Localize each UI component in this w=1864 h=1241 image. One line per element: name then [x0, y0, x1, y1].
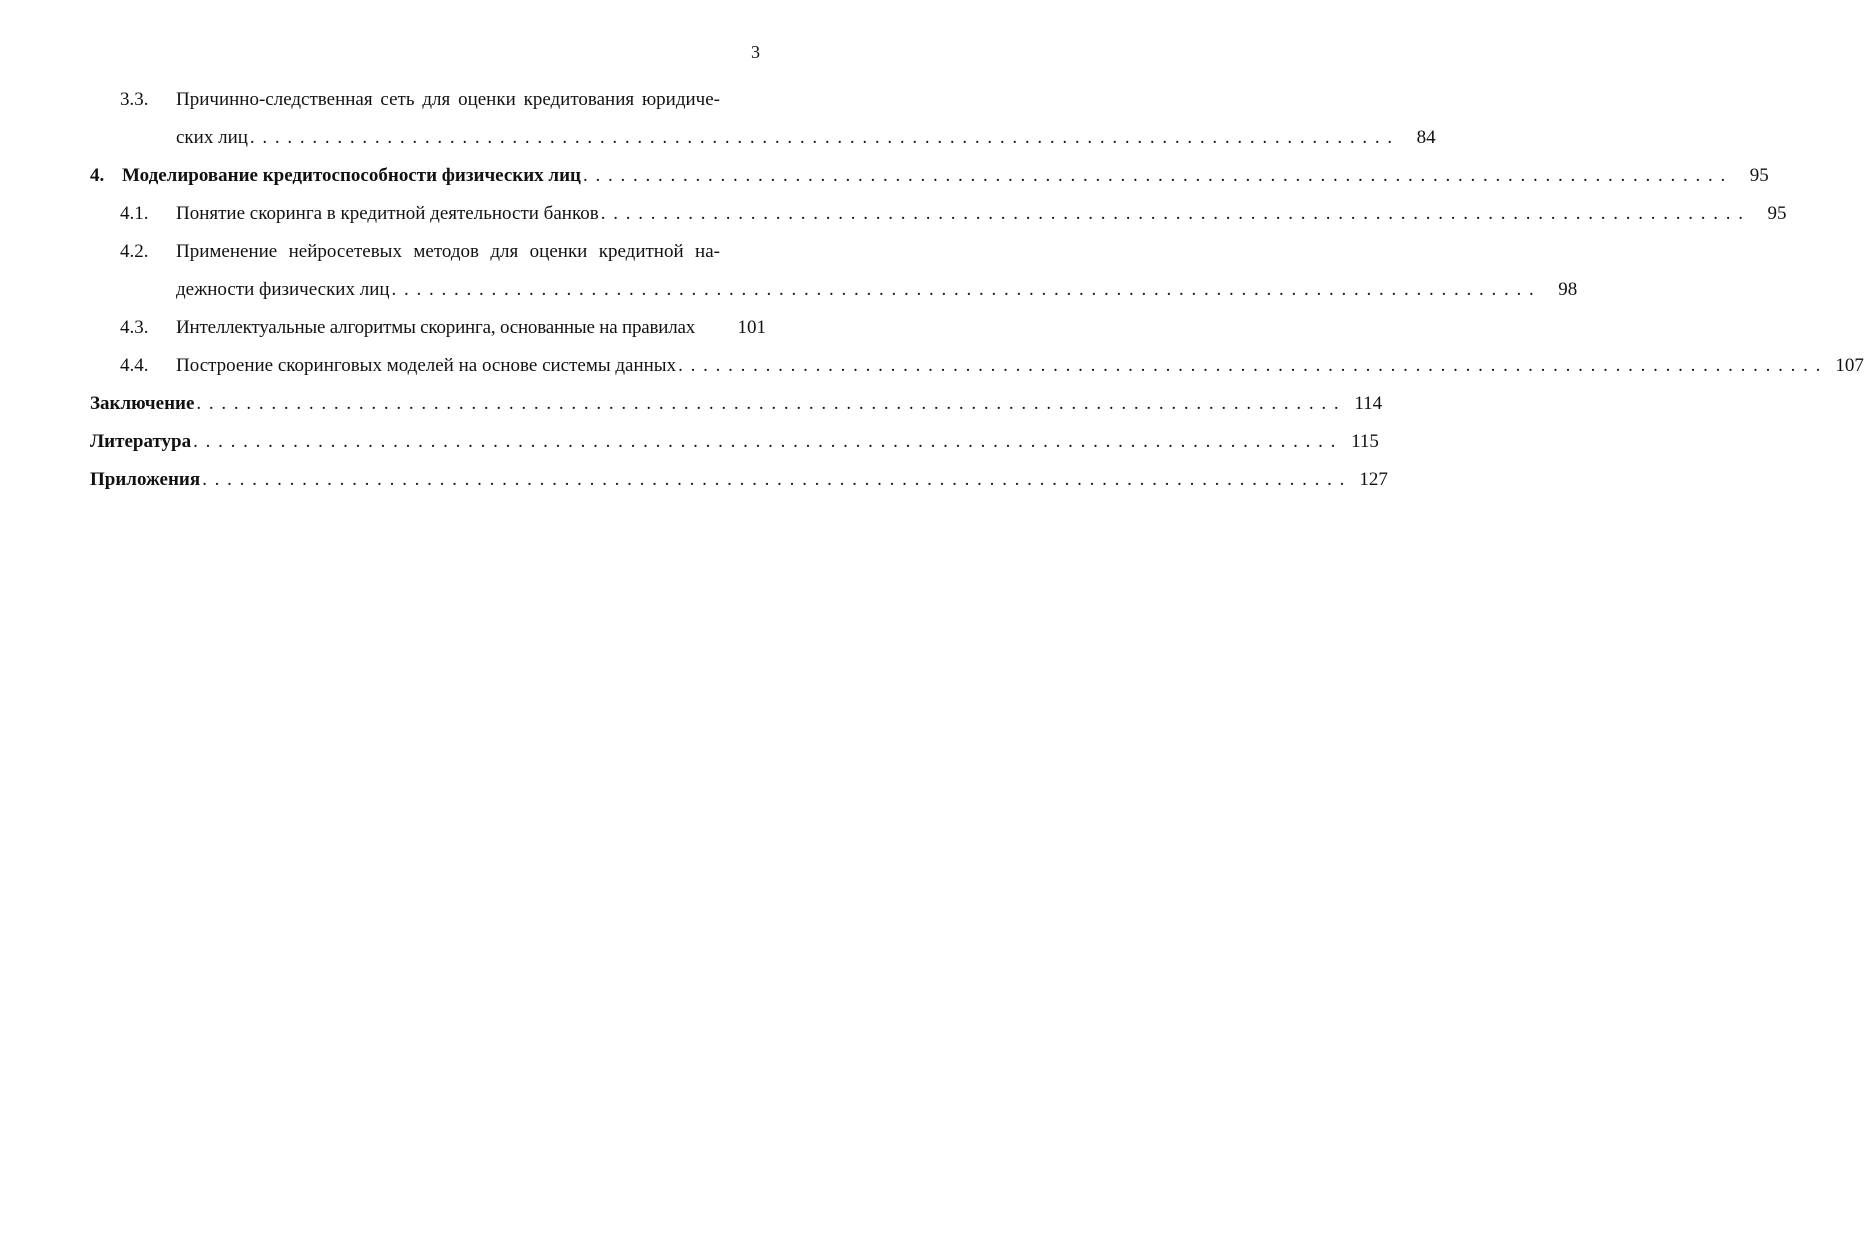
toc-entry-title: Интеллектуальные алгоритмы скоринга, основанные на правилах — [176, 317, 696, 338]
toc-entry-number: 3.3. — [120, 89, 149, 110]
toc-entry-page: 98 — [1558, 279, 1578, 300]
toc-entry-title-line1: Причинно-следственная сеть для оценки кредитования юридиче- — [176, 89, 720, 110]
page-number: 3 — [751, 42, 760, 62]
toc-entry-number: 4.1. — [120, 203, 149, 224]
toc-entry-4-3 — [120, 316, 766, 340]
toc-entry-title: Понятие скоринга в кредитной деятельности банков — [176, 203, 599, 224]
toc-entry-title: Построение скоринговых моделей на основе системы данных — [176, 355, 677, 376]
toc-entry-4-2 — [120, 240, 720, 264]
toc-entry-number: 4. — [90, 165, 105, 186]
toc-entry-page: 101 — [737, 317, 766, 338]
toc-entry-number: 4.4. — [120, 355, 149, 376]
toc-entry-page: 84 — [1416, 127, 1436, 148]
toc-entry-page: 95 — [1767, 203, 1787, 224]
toc-entry-title: Приложения — [90, 469, 201, 490]
dot-leader: . . . . . . . . . . . . . . . . . . . . . . . . . . . . . . . . . . . . . . . . . . . . . . . . . . . . . . . . . . . . . . . . . . . . . . . . . . . . . . . . . . . . . . . . . . . . — [196, 393, 1341, 414]
dot-leader: . . . . . . . . . . . . . . . . . . . . . . . . . . . . . . . . . . . . . . . . . . . . . . . . . . . . . . . . . . . . . . . . . . . . . . . . . . . . . . . . . . . . . . . . . . . . — [582, 165, 1727, 186]
toc-entry-title-line1: Применение нейросетевых методов для оценки кредитной на- — [176, 241, 720, 262]
toc-entry-chapter-4 — [90, 164, 1769, 188]
toc-entry-4-4 — [120, 354, 1864, 378]
toc-entry-page: 114 — [1354, 393, 1383, 414]
toc-entry-4-1 — [120, 202, 1787, 226]
dot-leader: . . . . . . . . . . . . . . . . . . . . . . . . . . . . . . . . . . . . . . . . . . . . . . . . . . . . . . . . . . . . . . . . . . . . . . . . . . . . . . . . . . . . . . . . . . . . — [249, 127, 1394, 148]
toc-entry-number: 4.2. — [120, 241, 149, 262]
dot-leader: . . . . . . . . . . . . . . . . . . . . . . . . . . . . . . . . . . . . . . . . . . . . . . . . . . . . . . . . . . . . . . . . . . . . . . . . . . . . . . . . . . . . . . . . . . . . — [193, 431, 1337, 452]
toc-entry-3-3-continued — [176, 126, 1436, 150]
toc-entry-title: Заключение — [90, 393, 195, 414]
toc-entry-number: 4.3. — [120, 317, 149, 338]
toc-entry-appendices — [90, 468, 1388, 492]
toc-entry-conclusion — [90, 392, 1383, 416]
dot-leader: . . . . . . . . . . . . . . . . . . . . . . . . . . . . . . . . . . . . . . . . . . . . . . . . . . . . . . . . . . . . . . . . . . . . . . . . . . . . . . . . . . . . . . . . . . . . — [600, 203, 1745, 224]
toc-entry-3-3 — [120, 88, 720, 112]
toc-entry-title-line2: ских лиц — [176, 127, 248, 148]
toc-entry-4-2-continued — [176, 278, 1578, 302]
toc-entry-page: 95 — [1749, 165, 1769, 186]
dot-leader: . . . . . . . . . . . . . . . . . . . . . . . . . . . . . . . . . . . . . . . . . . . . . . . . . . . . . . . . . . . . . . . . . . . . . . . . . . . . . . . . . . . . . . . . . . . . — [391, 279, 1536, 300]
dot-leader: . . . . . . . . . . . . . . . . . . . . . . . . . . . . . . . . . . . . . . . . . . . . . . . . . . . . . . . . . . . . . . . . . . . . . . . . . . . . . . . . . . . . . . . . . . . . — [202, 469, 1346, 490]
toc-entry-title: Литература — [90, 431, 192, 452]
toc-entry-title: Моделирование кредитоспособности физических лиц — [122, 165, 581, 186]
toc-entry-literature — [90, 430, 1379, 454]
toc-entry-title-line2: дежности физических лиц — [176, 279, 390, 300]
toc-entry-page: 127 — [1359, 469, 1388, 490]
toc-entry-page: 115 — [1351, 431, 1379, 452]
dot-leader: . . . . . . . . . . . . . . . . . . . . . . . . . . . . . . . . . . . . . . . . . . . . . . . . . . . . . . . . . . . . . . . . . . . . . . . . . . . . . . . . . . . . . . . . . . . . — [678, 355, 1822, 376]
toc-entry-page: 107 — [1835, 355, 1864, 376]
